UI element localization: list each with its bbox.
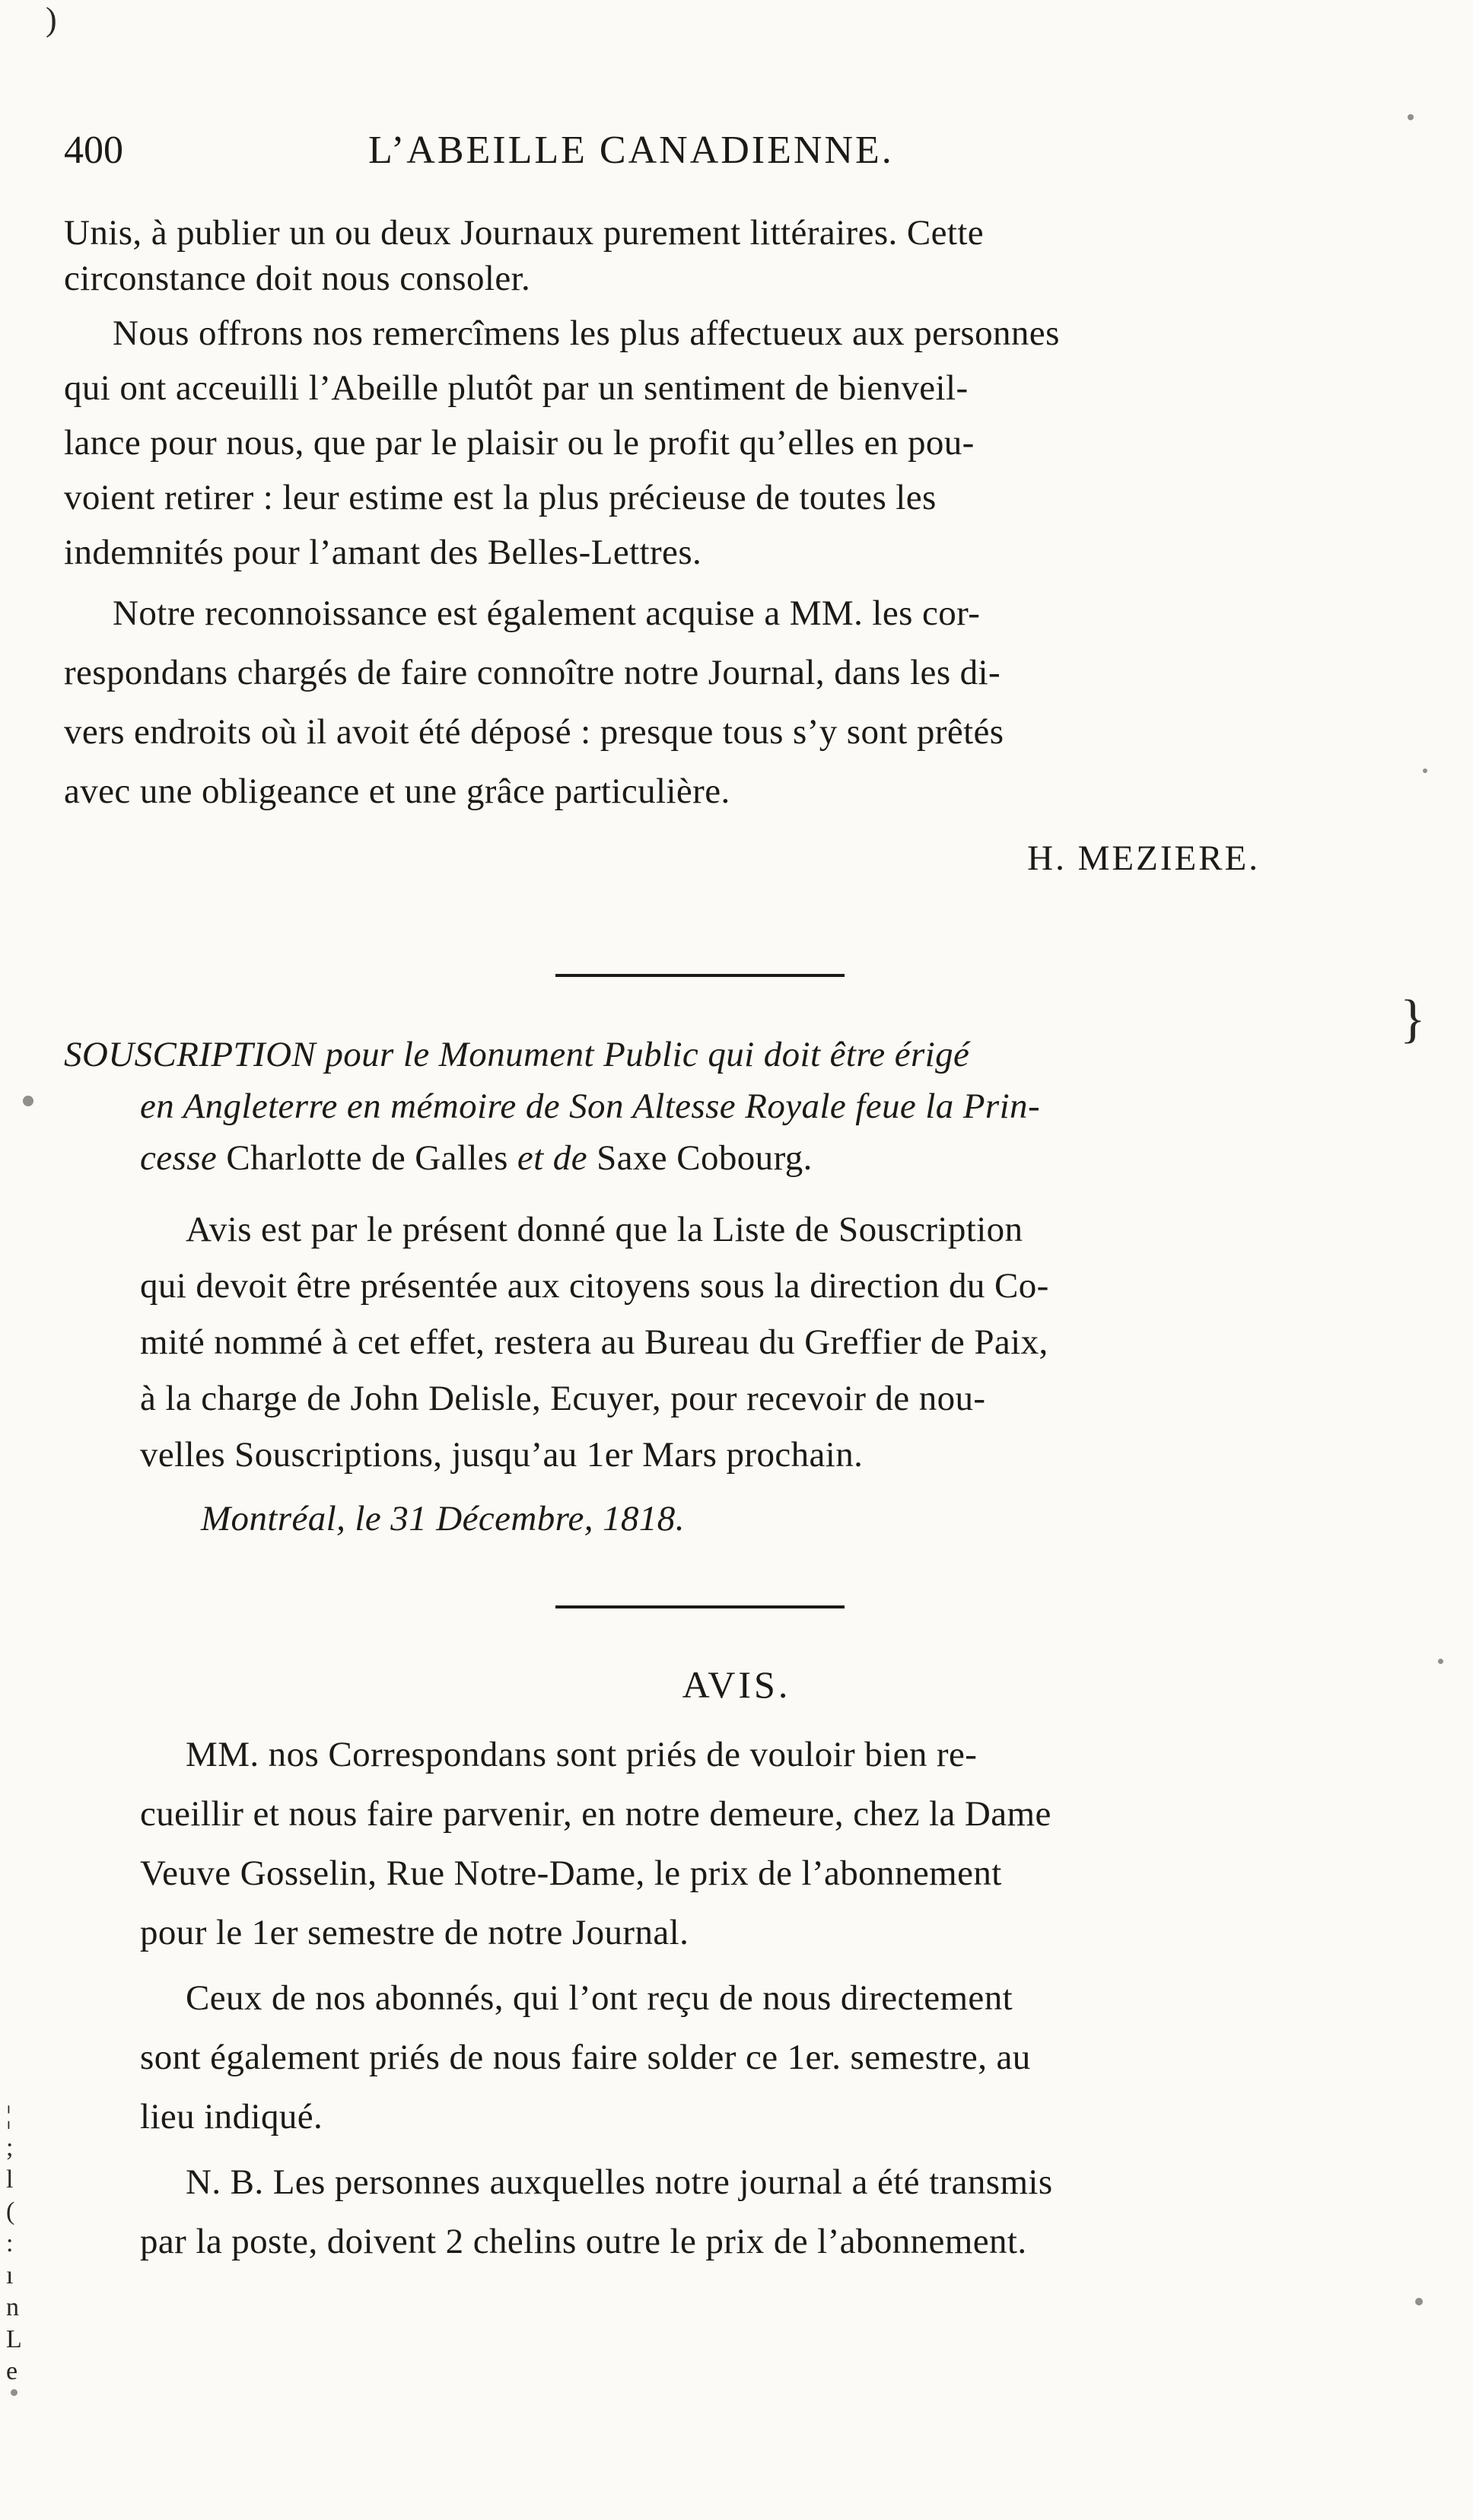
avis-body: sont également priés de nous faire solder ce 1er. semestre, au bbox=[140, 2038, 1031, 2077]
souscription-body: qui devoit être présentée aux citoyens sous la direction du Co- bbox=[140, 1266, 1049, 1306]
dateline: Montréal, le 31 Décembre, 1818. bbox=[201, 1499, 685, 1538]
section-rule bbox=[555, 974, 845, 977]
souscription-body: à la charge de John Delisle, Ecuyer, pour recevoir de nou- bbox=[140, 1379, 986, 1418]
ink-speck bbox=[1408, 114, 1414, 120]
souscription-body: velles Souscriptions, jusqu’au 1er Mars prochain. bbox=[140, 1435, 864, 1475]
page-header bbox=[64, 128, 1319, 181]
page-number: 400 bbox=[64, 129, 123, 172]
avis-heading: AVIS. bbox=[682, 1663, 791, 1706]
ink-speck bbox=[11, 2389, 17, 2396]
margin-mark: ¦ ; l ( : ı n L e bbox=[6, 2102, 22, 2385]
avis-body: Ceux de nos abonnés, qui l’ont reçu de nous directement bbox=[186, 1978, 1013, 2018]
running-title: L’ABEILLE CANADIENNE. bbox=[368, 129, 894, 172]
signature: H. MEZIERE. bbox=[1027, 838, 1260, 878]
souscription-title: SOUSCRIPTION pour le Monument Public qui doit être érigé bbox=[64, 1035, 970, 1074]
article-line: circonstance doit nous consoler. bbox=[64, 259, 531, 298]
avis-body: MM. nos Correspondans sont priés de vouloir bien re- bbox=[186, 1735, 978, 1774]
margin-mark: ) bbox=[46, 1, 57, 38]
article-line: vers endroits où il avoit été déposé : presque tous s’y sont prêtés bbox=[64, 712, 1004, 752]
article-line: lance pour nous, que par le plaisir ou le profit qu’elles en pou- bbox=[64, 423, 975, 463]
avis-body: pour le 1er semestre de notre Journal. bbox=[140, 1913, 689, 1952]
souscription-body: mité nommé à cet effet, restera au Bureau du Greffier de Paix, bbox=[140, 1322, 1048, 1362]
article-line: Nous offrons nos remercîmens les plus affectueux aux personnes bbox=[113, 313, 1060, 353]
article-line: avec une obligeance et une grâce particulière. bbox=[64, 772, 730, 811]
avis-body: N. B. Les personnes auxquelles notre journal a été transmis bbox=[186, 2162, 1053, 2202]
souscription-title: cesse Charlotte de Galles et de Saxe Cobourg. bbox=[140, 1138, 813, 1178]
article-line: Unis, à publier un ou deux Journaux purement littéraires. Cette bbox=[64, 213, 985, 253]
ink-speck bbox=[23, 1096, 33, 1106]
article-line: qui ont acceuilli l’Abeille plutôt par un sentiment de bienveil- bbox=[64, 368, 969, 408]
avis-body: Veuve Gosselin, Rue Notre-Dame, le prix de l’abonnement bbox=[140, 1853, 1002, 1893]
article-line: indemnités pour l’amant des Belles-Lettres. bbox=[64, 533, 702, 572]
ink-speck bbox=[1415, 2298, 1423, 2305]
article-line: Notre reconnoissance est également acquise a MM. les cor- bbox=[113, 593, 981, 633]
article-line: voient retirer : leur estime est la plus précieuse de toutes les bbox=[64, 478, 937, 517]
margin-mark: } bbox=[1400, 990, 1426, 1048]
souscription-body: Avis est par le présent donné que la Liste de Souscription bbox=[186, 1210, 1023, 1249]
avis-body: lieu indiqué. bbox=[140, 2097, 323, 2137]
section-rule bbox=[555, 1605, 845, 1608]
article-line: respondans chargés de faire connoître notre Journal, dans les di- bbox=[64, 653, 1001, 692]
avis-body: par la poste, doivent 2 chelins outre le prix de l’abonnement. bbox=[140, 2222, 1027, 2261]
avis-body: cueillir et nous faire parvenir, en notre demeure, chez la Dame bbox=[140, 1794, 1051, 1834]
souscription-title: en Angleterre en mémoire de Son Altesse Royale feue la Prin- bbox=[140, 1087, 1041, 1126]
ink-speck bbox=[1423, 768, 1427, 773]
